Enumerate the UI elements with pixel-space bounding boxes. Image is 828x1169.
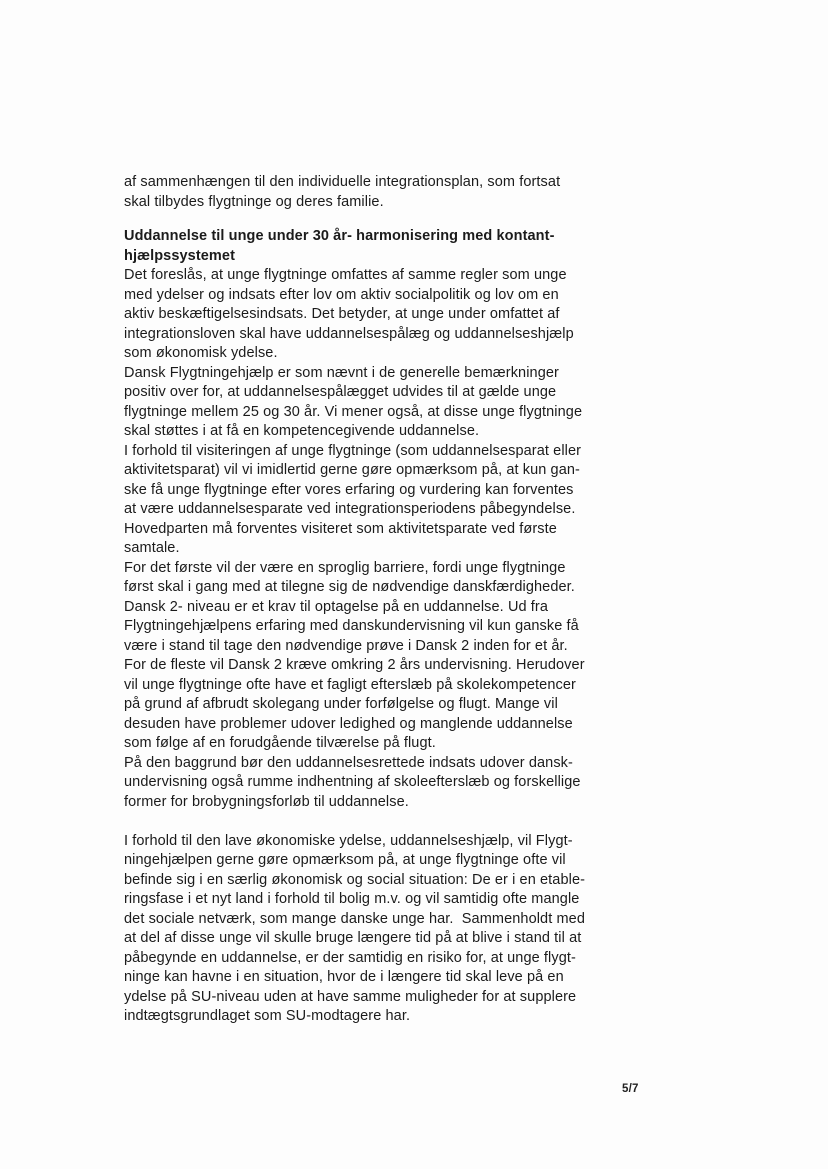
text-line: af sammenhængen til den individuelle integrationsplan, som fortsat [124, 174, 561, 190]
text-line: befinde sig i en særlig økonomisk og social situation: De er i en etable- [124, 871, 586, 888]
text-line: skal tilbydes flygtninge og deres familie. [124, 193, 384, 210]
text-line: aktiv beskæftigelsesindsats. Det betyder, at unge under omfattet af [124, 306, 560, 322]
paragraph [124, 754, 644, 813]
text-line: hjælpssystemet [124, 247, 235, 264]
text-line: ninge kan havne i en situation, hvor de i længere tid skal leve på en [124, 969, 564, 985]
paragraph [124, 266, 644, 364]
text-line: at del af disse unge vil skulle bruge længere tid på at blive i stand til at [124, 930, 582, 946]
text-line: indtægtsgrundlaget som SU-modtagere har. [124, 1008, 411, 1024]
text-line: I forhold til visiteringen af unge flygtninge (som uddannelsesparat eller [124, 442, 582, 459]
text-line: være i stand til tage den nødvendige prøve i Dansk 2 inden for et år. [124, 637, 568, 654]
paragraph [124, 559, 644, 754]
text-line: Det foreslås, at unge flygtninge omfattes af samme regler som unge [124, 267, 567, 283]
text-line: undervisning også rumme indhentning af skoleefterslæb og forskellige [124, 774, 581, 790]
text-line: Uddannelse til unge under 30 år- harmonisering med kontant- [124, 228, 555, 244]
text-line: For det første vil der være en sproglig barriere, fordi unge flygtninge [124, 559, 566, 576]
text-line: ringsfase i et nyt land i forhold til bolig m.v. og vil samtidig ofte mangle [124, 891, 580, 907]
text-line: ningehjælpen gerne gøre opmærksom på, at unge flygtninge ofte vil [124, 852, 566, 868]
text-line: aktivitetsparat) vil vi imidlertid gerne gøre opmærksom på, at kun gan- [124, 462, 580, 478]
text-line: Dansk Flygtningehjælp er som nævnt i de generelle bemærkninger [124, 364, 559, 381]
page-number: 5/7 [622, 1083, 639, 1095]
blank-line [124, 812, 644, 832]
text-line: først skal i gang med at tilegne sig de nødvendige danskfærdigheder. [124, 579, 575, 595]
text-line: at være uddannelsesparate ved integrationsperiodens påbegyndelse. [124, 501, 576, 517]
text-line: flygtninge mellem 25 og 30 år. Vi mener også, at disse unge flygtninge [124, 403, 583, 420]
text-line: positiv over for, at uddannelsespålægget udvides til at gælde unge [124, 384, 557, 400]
text-line: For de fleste vil Dansk 2 kræve omkring 2 års undervisning. Herudover [124, 657, 585, 673]
text-line: ydelse på SU-niveau uden at have samme muligheder for at supplere [124, 988, 577, 1005]
text-line: Dansk 2- niveau er et krav til optagelse på en uddannelse. Ud fra [124, 598, 549, 615]
text-line: Flygtningehjælpens erfaring med danskundervisning vil kun ganske få [124, 618, 579, 634]
paragraph [124, 442, 644, 559]
text-line: ske få unge flygtninge efter vores erfaring og vurdering kan forventes [124, 481, 574, 498]
text-line: desuden have problemer udover ledighed og manglende uddannelse [124, 715, 573, 732]
text-line: vil unge flygtninge ofte have et fagligt efterslæb på skolekompetencer [124, 676, 576, 693]
document-text-block [124, 173, 644, 1027]
text-line: På den baggrund bør den uddannelsesrettede indsats udover dansk- [124, 754, 573, 771]
paragraph [124, 832, 644, 1027]
text-line: på grund af afbrudt skolegang under forfølgelse og flugt. Mange vil [124, 696, 558, 712]
text-line: som økonomisk ydelse. [124, 345, 278, 361]
text-line: med ydelser og indsats efter lov om aktiv socialpolitik og lov om en [124, 286, 559, 303]
text-line: samtale. [124, 540, 180, 556]
section-heading [124, 227, 644, 266]
paragraph [124, 364, 644, 442]
text-line: integrationsloven skal have uddannelsespålæg og uddannelseshjælp [124, 325, 574, 342]
text-line: påbegynde en uddannelse, er der samtidig en risiko for, at unge flygt- [124, 949, 576, 966]
text-line: former for brobygningsforløb til uddannelse. [124, 793, 409, 810]
paragraph [124, 173, 644, 212]
text-line: skal støttes i at få en kompetencegivende uddannelse. [124, 423, 480, 439]
text-line: I forhold til den lave økonomiske ydelse, uddannelseshjælp, vil Flygt- [124, 832, 573, 849]
text-line: Hovedparten må forventes visiteret som aktivitetsparate ved første [124, 520, 557, 537]
text-line: som følge af en forudgående tilværelse på flugt. [124, 735, 436, 751]
text-line: det sociale netværk, som mange danske unge har. Sammenholdt med [124, 910, 585, 927]
